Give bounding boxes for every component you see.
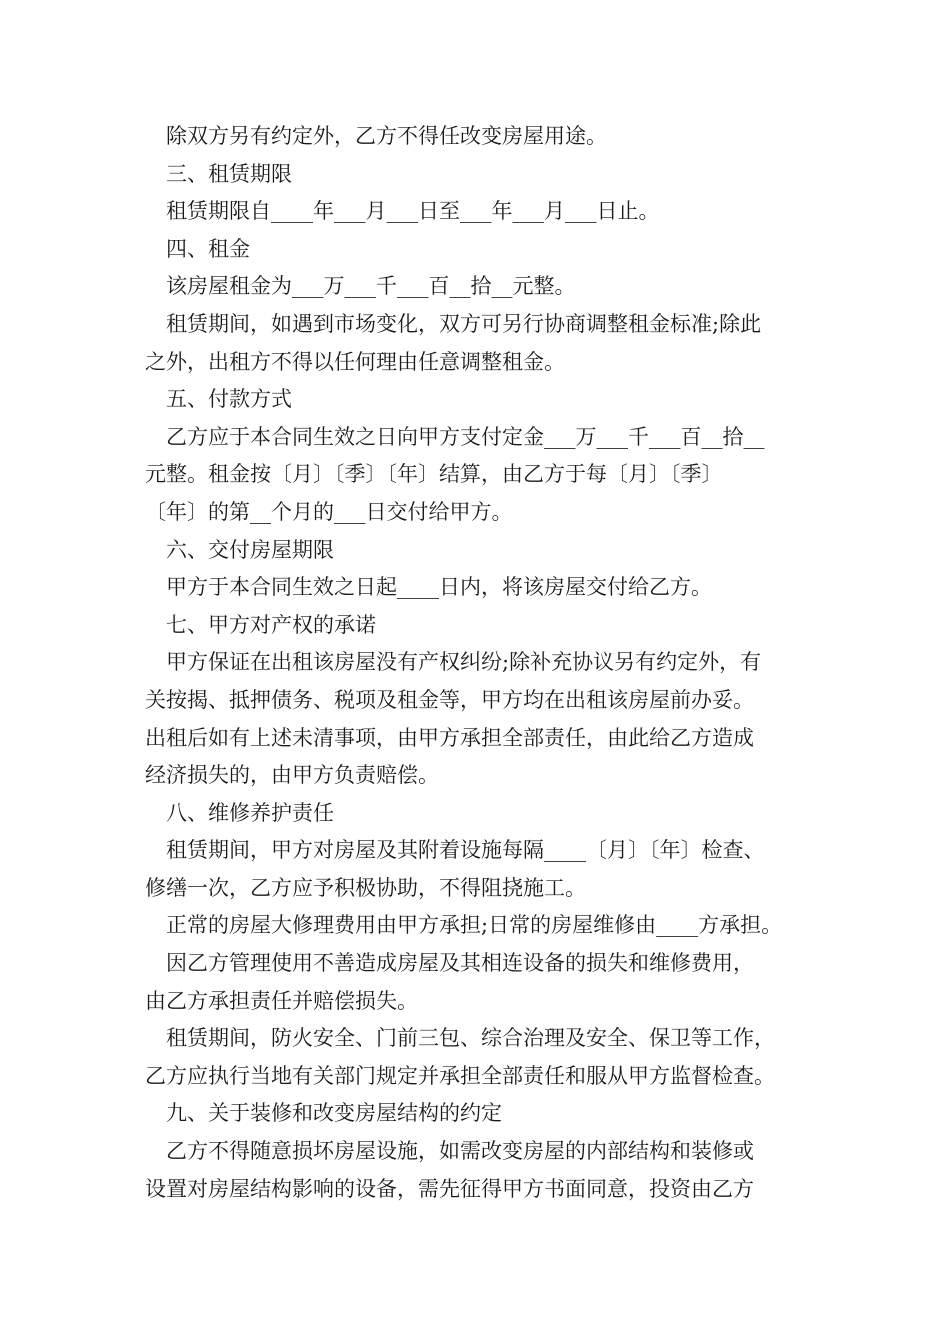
paragraph-line: 甲方保证在出租该房屋没有产权纠纷;除补充协议另有约定外，有 [166, 650, 762, 675]
paragraph-line: 甲方于本合同生效之日起____日内，将该房屋交付给乙方。 [166, 575, 712, 600]
section-heading: 六、交付房屋期限 [166, 537, 334, 562]
document-page [145, 118, 825, 1208]
paragraph-line: 关按揭、抵押债务、税项及租金等，甲方均在出租该房屋前办妥。 [145, 687, 754, 712]
paragraph-line: 租赁期间，甲方对房屋及其附着设施每隔____〔月〕〔年〕检查、 [166, 838, 765, 863]
paragraph-line: 设置对房屋结构影响的设备，需先征得甲方书面同意，投资由乙方 [145, 1176, 754, 1201]
paragraph-line: 因乙方管理使用不善造成房屋及其相连设备的损失和维修费用， [166, 951, 754, 976]
paragraph-line: 租赁期间，防火安全、门前三包、综合治理及安全、保卫等工作， [166, 1026, 775, 1051]
paragraph-line: 出租后如有上述未清事项，由甲方承担全部责任，由此给乙方造成 [145, 725, 754, 750]
paragraph-line: 修缮一次，乙方应予积极协助，不得阻挠施工。 [145, 875, 586, 900]
section-heading: 八、维修养护责任 [166, 800, 334, 825]
section-heading: 七、甲方对产权的承诺 [166, 612, 376, 637]
paragraph-line: 由乙方承担责任并赔偿损失。 [145, 988, 418, 1013]
paragraph-line: 乙方不得随意损坏房屋设施，如需改变房屋的内部结构和装修或 [166, 1139, 754, 1164]
paragraph-line: 该房屋租金为___万___千___百__拾__元整。 [166, 274, 576, 299]
paragraph-line: 乙方应于本合同生效之日向甲方支付定金___万___千___百__拾__ [166, 424, 765, 449]
section-heading: 五、付款方式 [166, 387, 292, 412]
paragraph-line: 经济损失的，由甲方负责赔偿。 [145, 763, 439, 788]
paragraph-line: 元整。租金按〔月〕〔季〕〔年〕结算，由乙方于每〔月〕〔季〕 [145, 462, 723, 487]
paragraph-line: 租赁期限自____年___月___日至___年___月___日止。 [166, 199, 660, 224]
paragraph-line: 正常的房屋大修理费用由甲方承担;日常的房屋维修由____方承担。 [166, 913, 783, 938]
section-heading: 三、租赁期限 [166, 161, 292, 186]
paragraph-line: 〔年〕的第__个月的___日交付给甲方。 [145, 499, 513, 524]
paragraph-line: 之外，出租方不得以任何理由任意调整租金。 [145, 349, 565, 374]
section-heading: 四、租金 [166, 236, 250, 261]
paragraph-line: 乙方应执行当地有关部门规定并承担全部责任和服从甲方监督检查。 [145, 1063, 775, 1088]
section-heading: 九、关于装修和改变房屋结构的约定 [166, 1101, 502, 1126]
paragraph-line: 除双方另有约定外，乙方不得任改变房屋用途。 [166, 124, 607, 148]
paragraph-line: 租赁期间，如遇到市场变化，双方可另行协商调整租金标准;除此 [166, 311, 762, 336]
